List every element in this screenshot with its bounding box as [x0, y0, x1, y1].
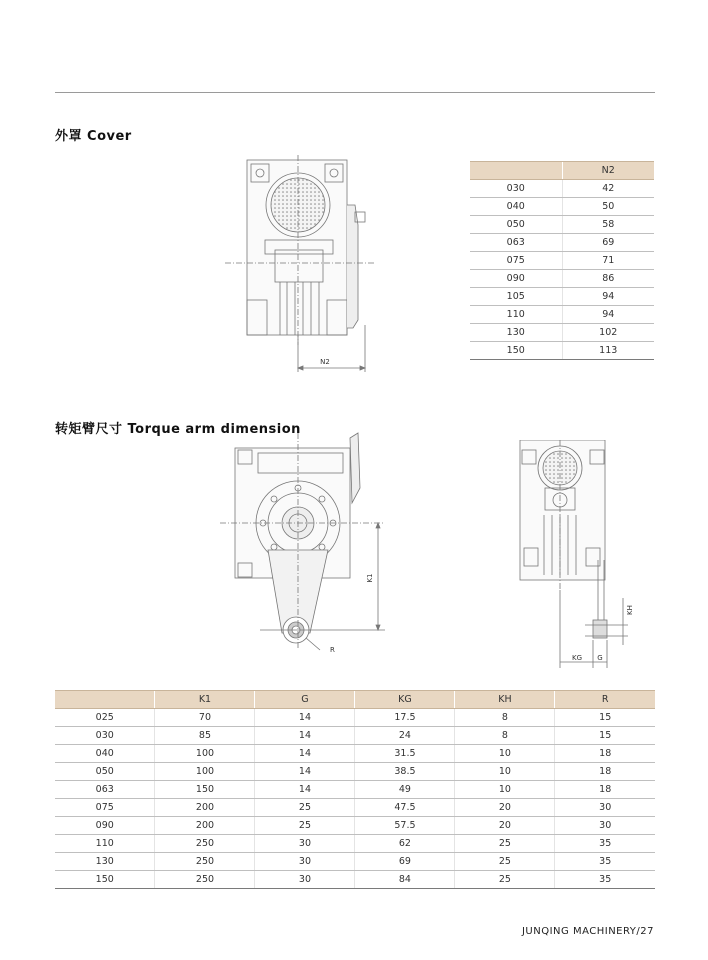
k1-cell: 150	[155, 781, 255, 799]
cover-drawing	[225, 150, 385, 375]
kh-cell: 25	[455, 835, 555, 853]
kg-cell: 62	[355, 835, 455, 853]
kh-label: KH	[626, 605, 634, 615]
kg-cell: 57.5	[355, 817, 455, 835]
table-row	[55, 817, 655, 835]
k1-cell: 100	[155, 763, 255, 781]
kg-cell: 84	[355, 871, 455, 889]
r-cell: 30	[555, 817, 655, 835]
r-cell: 15	[555, 709, 655, 727]
cover-table-header-model	[470, 162, 562, 180]
top-divider	[55, 92, 655, 93]
header-model	[55, 691, 155, 709]
model-cell: 063	[55, 781, 155, 799]
kg-cell: 17.5	[355, 709, 455, 727]
kh-cell: 20	[455, 799, 555, 817]
header-kg: KG	[355, 691, 455, 709]
n2-cell: 94	[562, 306, 654, 324]
n2-cell: 42	[562, 180, 654, 198]
model-cell: 063	[470, 234, 562, 252]
kg-label: KG	[571, 654, 583, 662]
table-row	[470, 216, 654, 234]
model-cell: 130	[470, 324, 562, 342]
n2-label: N2	[320, 358, 330, 366]
n2-cell: 58	[562, 216, 654, 234]
r-cell: 18	[555, 763, 655, 781]
table-row	[470, 198, 654, 216]
n2-cell: 113	[562, 342, 654, 360]
model-cell: 025	[55, 709, 155, 727]
table-row	[470, 342, 654, 360]
table-row	[470, 180, 654, 198]
g-cell: 14	[255, 781, 355, 799]
table-row	[55, 745, 655, 763]
table-row	[55, 727, 655, 745]
model-cell: 090	[55, 817, 155, 835]
model-cell: 040	[55, 745, 155, 763]
n2-cell: 102	[562, 324, 654, 342]
model-cell: 150	[55, 871, 155, 889]
r-cell: 18	[555, 745, 655, 763]
torque-arm-side-drawing	[500, 440, 640, 670]
model-cell: 030	[55, 727, 155, 745]
n2-cell: 50	[562, 198, 654, 216]
kh-cell: 10	[455, 745, 555, 763]
k1-cell: 85	[155, 727, 255, 745]
kh-cell: 10	[455, 763, 555, 781]
kg-cell: 49	[355, 781, 455, 799]
table-row	[55, 763, 655, 781]
table-row	[55, 853, 655, 871]
model-cell: 150	[470, 342, 562, 360]
table-row	[470, 252, 654, 270]
model-cell: 040	[470, 198, 562, 216]
g-cell: 14	[255, 727, 355, 745]
k1-cell: 100	[155, 745, 255, 763]
table-row	[470, 306, 654, 324]
g-cell: 25	[255, 799, 355, 817]
model-cell: 110	[470, 306, 562, 324]
n2-cell: 71	[562, 252, 654, 270]
k1-cell: 200	[155, 817, 255, 835]
r-cell: 35	[555, 835, 655, 853]
model-cell: 075	[470, 252, 562, 270]
table-row	[470, 234, 654, 252]
n2-cell: 86	[562, 270, 654, 288]
table-row	[470, 288, 654, 306]
r-cell: 15	[555, 727, 655, 745]
k1-cell: 200	[155, 799, 255, 817]
table-row	[470, 324, 654, 342]
n2-cell: 94	[562, 288, 654, 306]
k1-cell: 250	[155, 853, 255, 871]
table-row	[55, 709, 655, 727]
cover-heading: 外罩 Cover	[55, 129, 132, 144]
kg-cell: 47.5	[355, 799, 455, 817]
r-cell: 35	[555, 871, 655, 889]
model-cell: 090	[470, 270, 562, 288]
g-cell: 14	[255, 709, 355, 727]
torque-arm-heading: 转矩臂尺寸 Torque arm dimension	[55, 422, 301, 437]
kh-cell: 20	[455, 817, 555, 835]
model-cell: 110	[55, 835, 155, 853]
header-g: G	[255, 691, 355, 709]
kh-cell: 8	[455, 727, 555, 745]
header-r: R	[555, 691, 655, 709]
table-row	[55, 799, 655, 817]
model-cell: 105	[470, 288, 562, 306]
table-row	[55, 835, 655, 853]
table-row	[470, 270, 654, 288]
kg-cell: 24	[355, 727, 455, 745]
r-cell: 30	[555, 799, 655, 817]
n2-cell: 69	[562, 234, 654, 252]
page-footer: JUNQING MACHINERY/27	[521, 926, 654, 937]
cover-table-header-row	[470, 162, 654, 180]
model-cell: 050	[55, 763, 155, 781]
table-row	[55, 871, 655, 889]
cover-table-header-n2: N2	[562, 162, 654, 180]
header-k1: K1	[155, 691, 255, 709]
torque-table-header-row	[55, 691, 655, 709]
model-cell: 050	[470, 216, 562, 234]
k1-cell: 250	[155, 871, 255, 889]
g-cell: 30	[255, 853, 355, 871]
kg-cell: 31.5	[355, 745, 455, 763]
r-label: R	[330, 646, 335, 653]
g-label: G	[597, 654, 603, 662]
kh-cell: 8	[455, 709, 555, 727]
k1-label: K1	[366, 573, 374, 583]
k1-cell: 250	[155, 835, 255, 853]
r-cell: 18	[555, 781, 655, 799]
model-cell: 075	[55, 799, 155, 817]
g-cell: 14	[255, 745, 355, 763]
kh-cell: 25	[455, 853, 555, 871]
kg-cell: 38.5	[355, 763, 455, 781]
g-cell: 30	[255, 871, 355, 889]
kh-cell: 10	[455, 781, 555, 799]
g-cell: 25	[255, 817, 355, 835]
model-cell: 130	[55, 853, 155, 871]
g-cell: 14	[255, 763, 355, 781]
torque-arm-table	[55, 690, 655, 889]
table-row	[55, 781, 655, 799]
header-kh: KH	[455, 691, 555, 709]
g-cell: 30	[255, 835, 355, 853]
torque-arm-front-drawing	[220, 428, 395, 653]
r-cell: 35	[555, 853, 655, 871]
model-cell: 030	[470, 180, 562, 198]
k1-cell: 70	[155, 709, 255, 727]
kh-cell: 25	[455, 871, 555, 889]
cover-table	[470, 161, 654, 360]
kg-cell: 69	[355, 853, 455, 871]
